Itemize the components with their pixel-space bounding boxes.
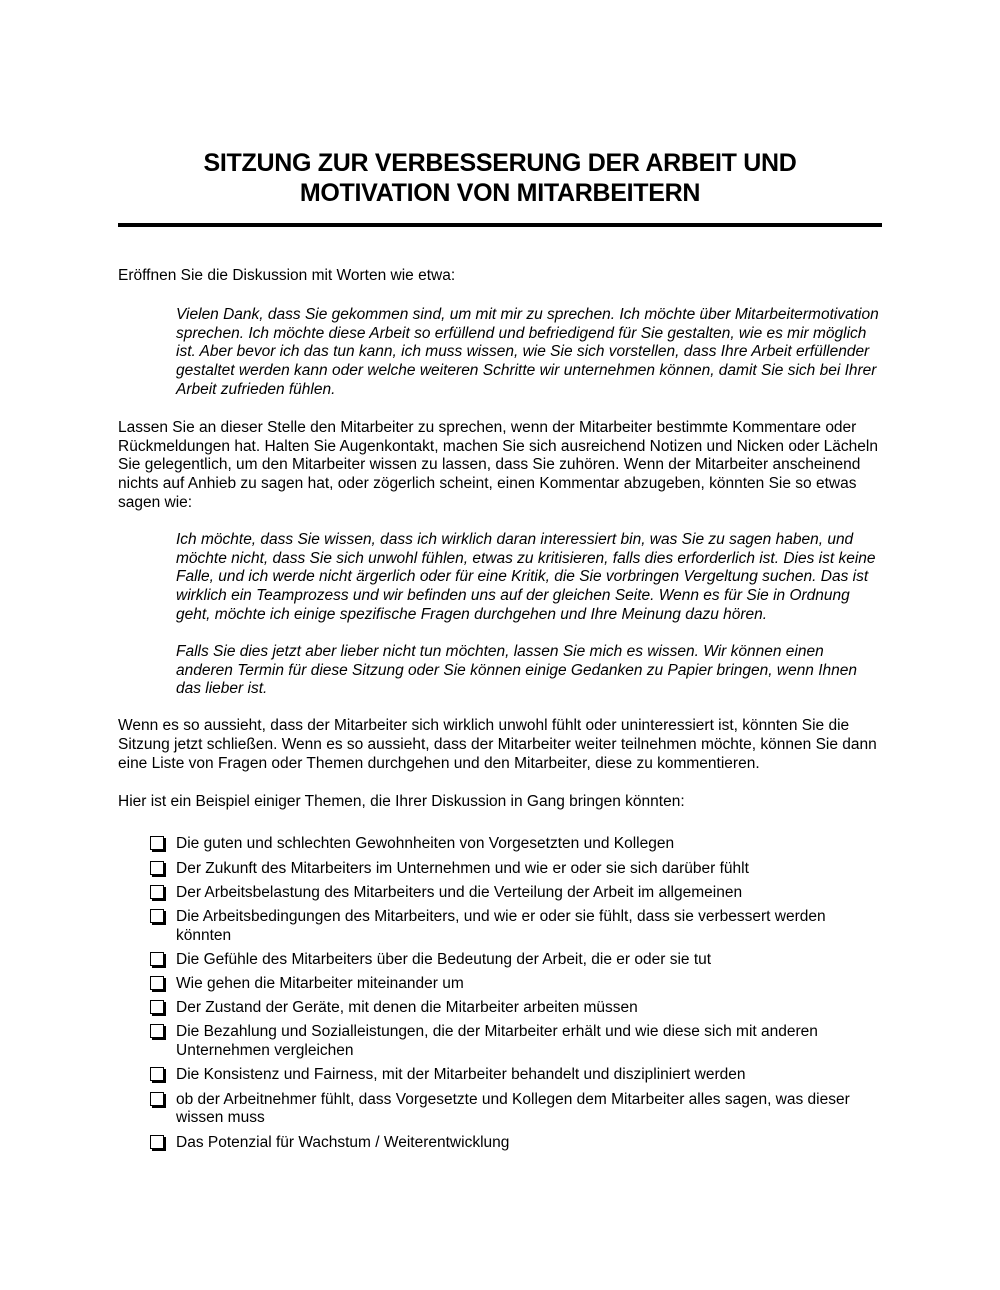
checklist-item[interactable]: Die Bezahlung und Sozialleistungen, die der Mitarbeiter erhält und wie diese sich mit anderen Unternehmen vergleichen (150, 1023, 882, 1061)
intro-paragraph: Eröffnen Sie die Diskussion mit Worten wie etwa: (118, 267, 456, 284)
empty-checkbox-icon[interactable] (150, 861, 164, 875)
checklist-item[interactable]: Der Arbeitsbelastung des Mitarbeiters und die Verteilung der Arbeit im allgemeinen (150, 884, 882, 903)
checklist-item[interactable]: Die Konsistenz und Fairness, mit der Mitarbeiter behandelt und diszipliniert werden (150, 1066, 882, 1085)
checklist-item[interactable]: Die guten und schlechten Gewohnheiten von Vorgesetzten und Kollegen (150, 835, 882, 854)
title-divider (118, 223, 882, 227)
empty-checkbox-icon[interactable] (150, 909, 164, 923)
quote-opening: Vielen Dank, dass Sie gekommen sind, um mit mir zu sprechen. Ich möchte über Mitarbeitermotivation sprechen. Ich möchte diese Arbeit so erfüllend und befriedigend für Sie gestalten, wie es mir möglich ist. Aber bevor ich das tun kann, ich muss wissen, wie Sie sich vorstellen, dass Ihre Arbeit erfüllender gestaltet werden kann oder welche weiteren Schritte wir unternehmen können, damit Sie sich bei Ihrer Arbeit zufrieden fühlen. (176, 305, 879, 398)
checklist-item[interactable]: Die Arbeitsbedingungen des Mitarbeiters, und wie er oder sie fühlt, dass sie verbessert werden könnten (150, 908, 882, 946)
empty-checkbox-icon[interactable] (150, 952, 164, 966)
checklist-item[interactable]: Die Gefühle des Mitarbeiters über die Bedeutung der Arbeit, die er oder sie tut (150, 951, 882, 970)
empty-checkbox-icon[interactable] (150, 976, 164, 990)
empty-checkbox-icon[interactable] (150, 1024, 164, 1038)
quote-alternative: Falls Sie dies jetzt aber lieber nicht tun möchten, lassen Sie mich es wissen. Wir können einen anderen Termin für diese Sitzung oder Sie können einige Gedanken zu Papier bringen, wenn Ihnen das lieber ist. (176, 642, 858, 698)
title-line-2: MOTIVATION VON MITARBEITERN (299, 179, 701, 207)
quote-reassurance: Ich möchte, dass Sie wissen, dass ich wirklich daran interessiert bin, was Sie zu sagen haben, und möchte nicht, dass Sie sich unwohl fühlen, etwas zu kritisieren, falls dies erforderlich ist. Dies ist keine Falle, und ich werde nicht ärgerlich oder für eine Kritik, die Sie vorbringen Vergeltung suchen. Das ist wirklich ein Teamprozess und wir befinden uns auf der gleichen Seite. Wenn es für Sie in Ordnung geht, möchte ich einige spezifische Fragen durchgehen und Ihre Meinung dazu hören. (176, 530, 876, 623)
empty-checkbox-icon[interactable] (150, 1000, 164, 1014)
checklist-item[interactable]: Der Zustand der Geräte, mit denen die Mitarbeiter arbeiten müssen (150, 999, 882, 1018)
checklist-item[interactable]: Der Zukunft des Mitarbeiters im Unternehmen und wie er oder sie sich darüber fühlt (150, 860, 882, 879)
empty-checkbox-icon[interactable] (150, 1092, 164, 1106)
closing-paragraph: Wenn es so aussieht, dass der Mitarbeiter sich wirklich unwohl fühlt oder uninteressiert ist, könnten Sie die Sitzung jetzt schließen. Wenn es so aussieht, dass der Mitarbeiter weiter teilnehmen möchte, können Sie dann eine Liste von Fragen oder Themen durchgehen und den Mitarbeiter, diese zu kommentieren. (118, 717, 877, 772)
document-page (118, 148, 882, 1158)
empty-checkbox-icon[interactable] (150, 885, 164, 899)
empty-checkbox-icon[interactable] (150, 836, 164, 850)
empty-checkbox-icon[interactable] (150, 1135, 164, 1149)
checklist-item[interactable]: ob der Arbeitnehmer fühlt, dass Vorgesetzte und Kollegen dem Mitarbeiter alles sagen, was dieser wissen muss (150, 1091, 882, 1129)
title-line-1: SITZUNG ZUR VERBESSERUNG DER ARBEIT UND (203, 149, 797, 177)
checklist-item[interactable]: Wie gehen die Mitarbeiter miteinander um (150, 975, 882, 994)
topics-intro: Hier ist ein Beispiel einiger Themen, die Ihrer Diskussion in Gang bringen könnten: (118, 792, 685, 810)
checklist-item[interactable]: Das Potenzial für Wachstum / Weiterentwicklung (150, 1134, 882, 1153)
topics-checklist (118, 835, 882, 1152)
instruction-paragraph: Lassen Sie an dieser Stelle den Mitarbeiter zu sprechen, wenn der Mitarbeiter bestimmte Kommentare oder Rückmeldungen hat. Halten Sie Augenkontakt, machen Sie sich ausreichend Notizen und Nicken oder Lächeln Sie gelegentlich, um den Mitarbeiter wissen zu lassen, dass Sie zuhören. Wenn der Mitarbeiter anscheinend nichts auf Anhieb zu sagen hat, oder zögerlich scheint, einen Kommentar abzugeben, könnten Sie so etwas sagen wie: (118, 418, 878, 511)
empty-checkbox-icon[interactable] (150, 1067, 164, 1081)
document-title (118, 148, 882, 208)
